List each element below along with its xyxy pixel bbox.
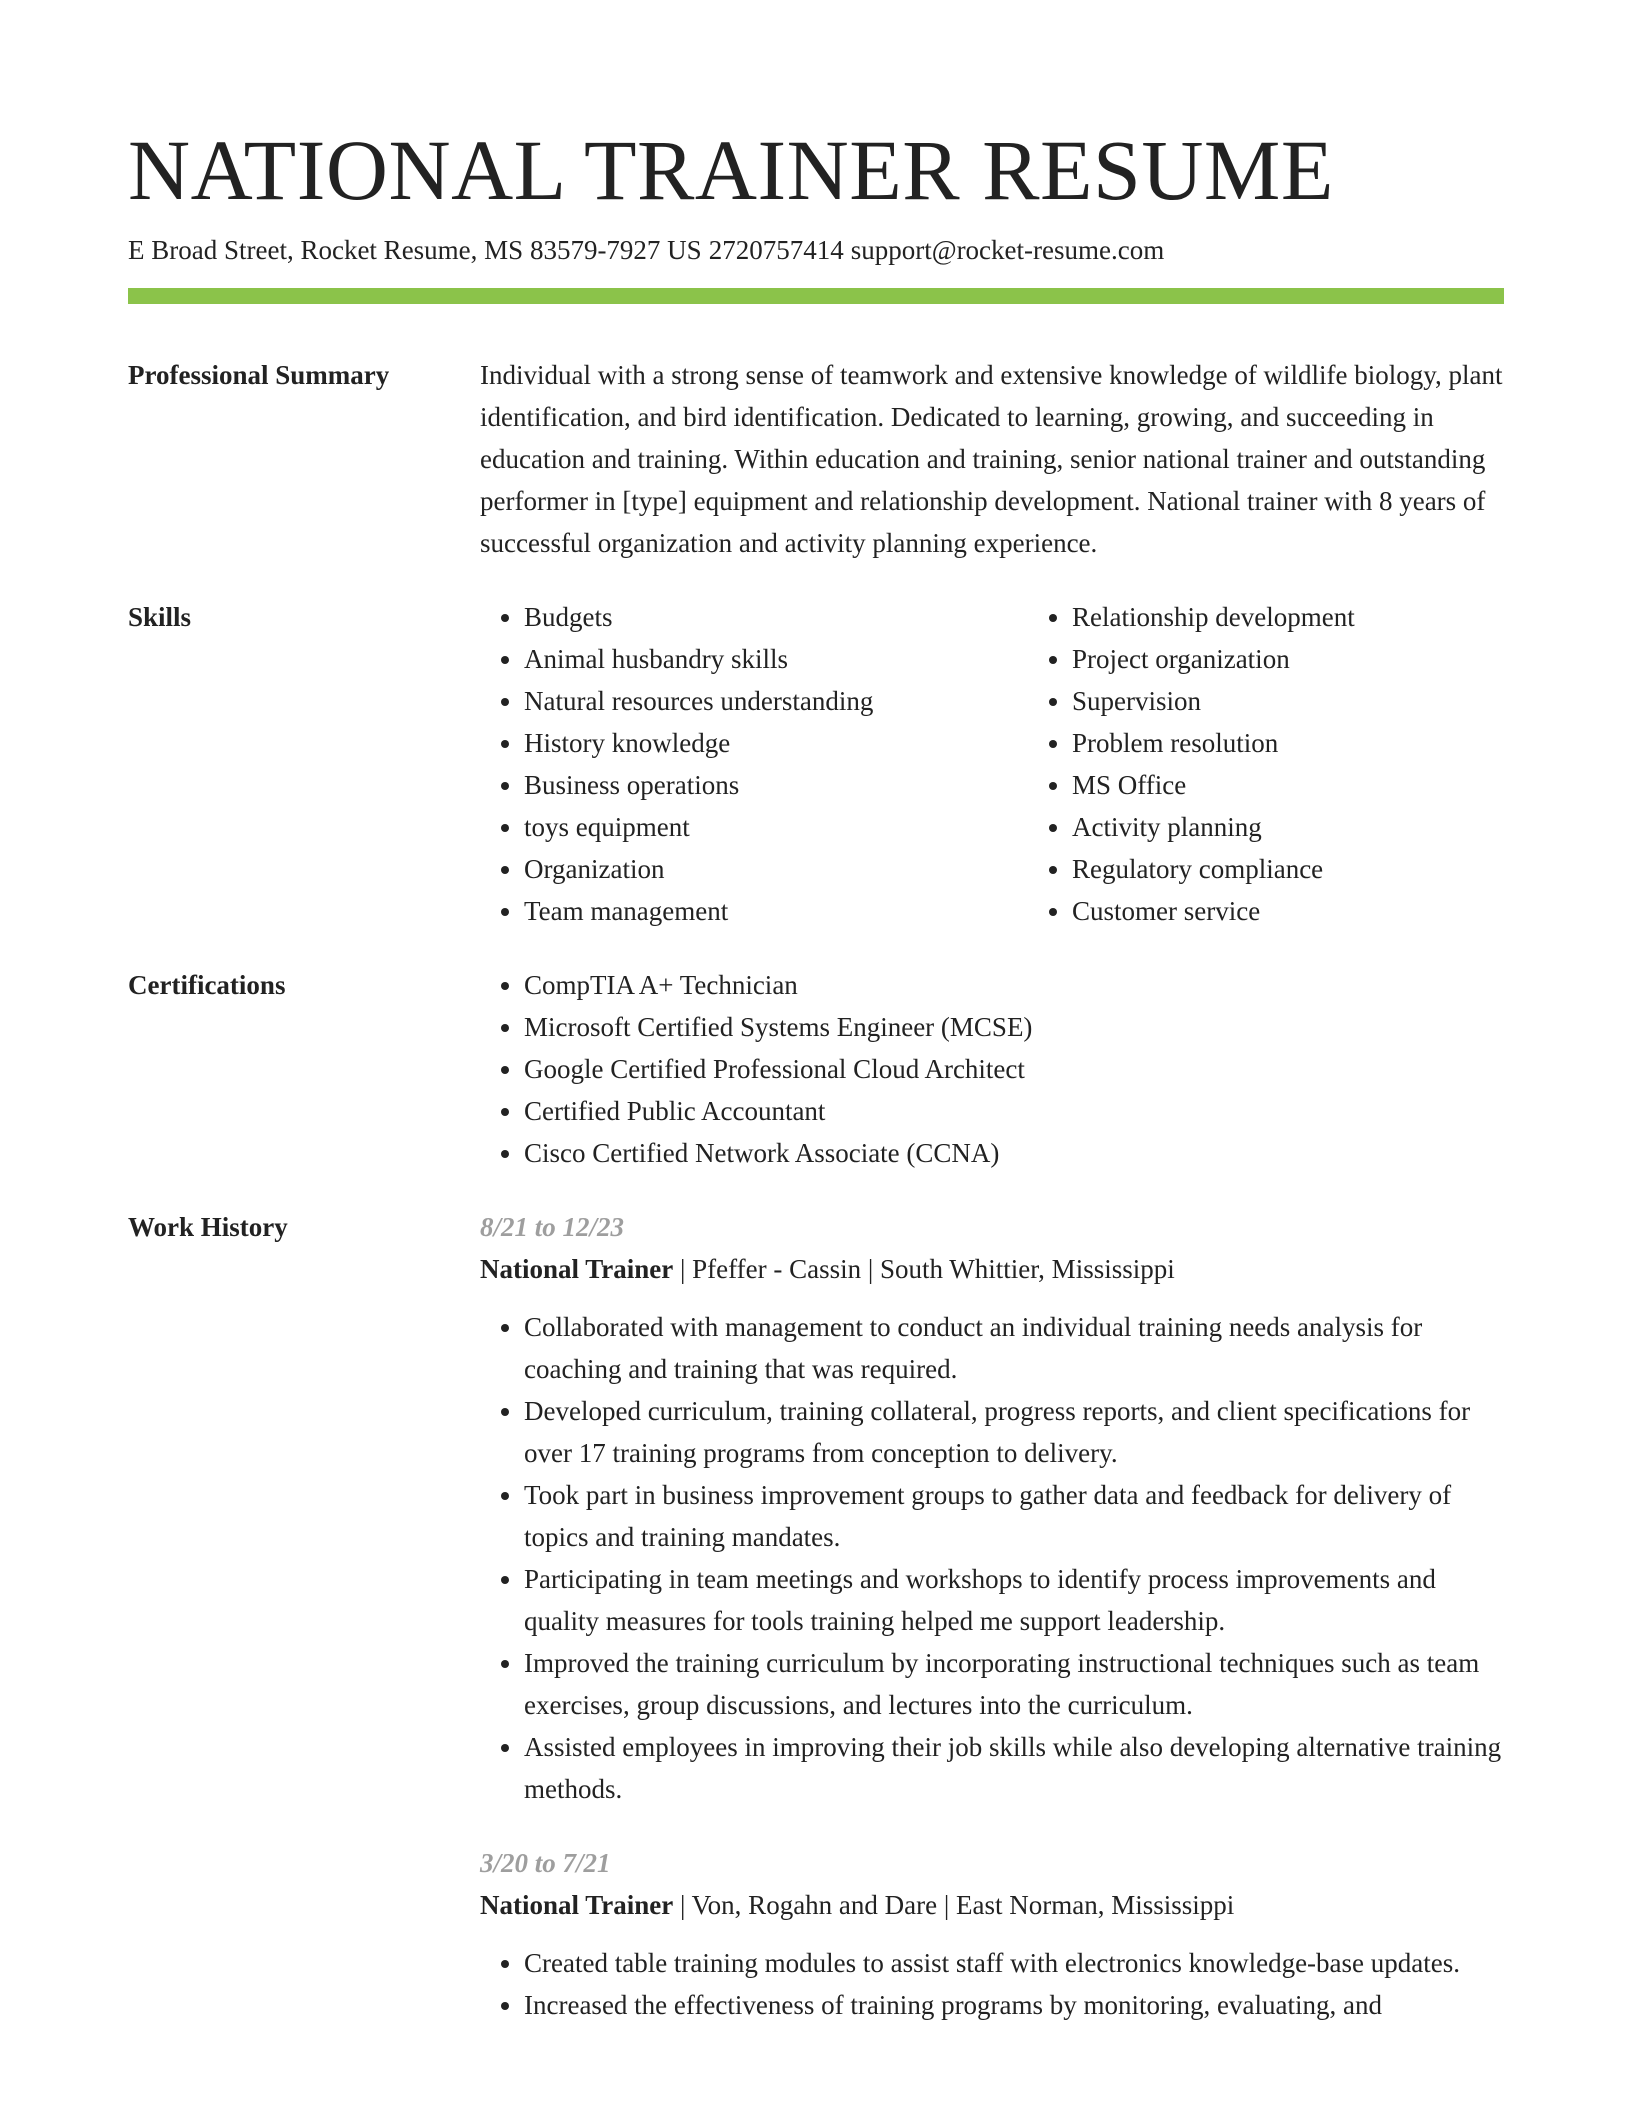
- certification-item: • CompTIA A+ Technician: [524, 964, 1504, 1006]
- skill-item: • Business operations: [524, 764, 1028, 806]
- skill-item: • Team management: [524, 890, 1028, 932]
- skills-columns: [480, 596, 1576, 932]
- job-dates: 8/21 to 12/23: [480, 1212, 625, 1242]
- skill-item: • Supervision: [1072, 680, 1576, 722]
- job-bullets: [480, 1942, 1504, 2026]
- work-history-body: [480, 1206, 1504, 2026]
- job-details: | Von, Rogahn and Dare | East Norman, Mississippi: [673, 1890, 1235, 1920]
- contact-address: E Broad Street, Rocket Resume, MS 83579-7927 US: [128, 235, 702, 265]
- work-history-section: [128, 1206, 1504, 2026]
- contact-line: [128, 232, 1504, 268]
- job-header: [480, 1884, 1504, 1926]
- job-header: [480, 1248, 1504, 1290]
- certifications-heading: Certifications: [128, 970, 286, 1000]
- job-bullet: • Assisted employees in improving their job skills while also developing alternative training methods.: [524, 1726, 1504, 1810]
- job-bullet: • Collaborated with management to conduct an individual training needs analysis for coaching and training that was required.: [524, 1306, 1504, 1390]
- skill-item: • Regulatory compliance: [1072, 848, 1576, 890]
- certification-item: • Cisco Certified Network Associate (CCNA): [524, 1132, 1504, 1174]
- resume-page: [128, 120, 1504, 2026]
- skill-item: • Customer service: [1072, 890, 1576, 932]
- skill-item: • History knowledge: [524, 722, 1028, 764]
- certifications-list: [480, 964, 1504, 1174]
- certifications-section: [128, 964, 1504, 1174]
- job-dates: 3/20 to 7/21: [480, 1848, 611, 1878]
- skill-item: • Animal husbandry skills: [524, 638, 1028, 680]
- skill-item: • MS Office: [1072, 764, 1576, 806]
- skills-heading: Skills: [128, 602, 192, 632]
- job-details: | Pfeffer - Cassin | South Whittier, Mississippi: [673, 1254, 1175, 1284]
- skill-item: • Activity planning: [1072, 806, 1576, 848]
- skills-list-right: [1028, 596, 1576, 932]
- certification-item: • Microsoft Certified Systems Engineer (MCSE): [524, 1006, 1504, 1048]
- job-entry: [480, 1842, 1504, 2026]
- skill-item: • Project organization: [1072, 638, 1576, 680]
- skill-item: • toys equipment: [524, 806, 1028, 848]
- work-history-heading: Work History: [128, 1212, 288, 1242]
- skills-section: [128, 596, 1504, 932]
- skill-item: • Budgets: [524, 596, 1028, 638]
- summary-text: Individual with a strong sense of teamwork and extensive knowledge of wildlife biology, plant identification, and bird identification. Dedicated to learning, growing, and succeeding in education and training. Within education and training, senior national trainer and outstanding performer in [type] equipment and relationship development. National trainer with 8 years of successful organization and activity planning experience.: [480, 360, 1503, 558]
- skill-item: • Natural resources understanding: [524, 680, 1028, 722]
- job-bullet: • Created table training modules to assist staff with electronics knowledge-base updates.: [524, 1942, 1504, 1984]
- summary-heading: Professional Summary: [128, 360, 390, 390]
- accent-divider: [128, 288, 1504, 304]
- resume-title: NATIONAL TRAINER RESUME: [128, 122, 1334, 218]
- skills-list-left: [480, 596, 1028, 932]
- job-title: National Trainer: [480, 1890, 674, 1920]
- skill-item: • Relationship development: [1072, 596, 1576, 638]
- job-bullet: • Participating in team meetings and workshops to identify process improvements and quality measures for tools training helped me support leadership.: [524, 1558, 1504, 1642]
- job-entry: [480, 1206, 1504, 1810]
- job-bullet: • Increased the effectiveness of training programs by monitoring, evaluating, and: [524, 1984, 1504, 2026]
- contact-email: support@rocket-resume.com: [850, 235, 1165, 265]
- summary-section: [128, 354, 1504, 564]
- job-bullet: • Took part in business improvement groups to gather data and feedback for delivery of topics and training mandates.: [524, 1474, 1504, 1558]
- contact-phone: 2720757414: [708, 235, 844, 265]
- job-bullet: • Improved the training curriculum by incorporating instructional techniques such as team exercises, group discussions, and lectures into the curriculum.: [524, 1642, 1504, 1726]
- skill-item: • Organization: [524, 848, 1028, 890]
- job-bullets: [480, 1306, 1504, 1810]
- certifications-body: [480, 964, 1504, 1174]
- skill-item: • Problem resolution: [1072, 722, 1576, 764]
- job-title: National Trainer: [480, 1254, 674, 1284]
- job-bullet: • Developed curriculum, training collateral, progress reports, and client specifications for over 17 training programs from conception to delivery.: [524, 1390, 1504, 1474]
- certification-item: • Certified Public Accountant: [524, 1090, 1504, 1132]
- certification-item: • Google Certified Professional Cloud Architect: [524, 1048, 1504, 1090]
